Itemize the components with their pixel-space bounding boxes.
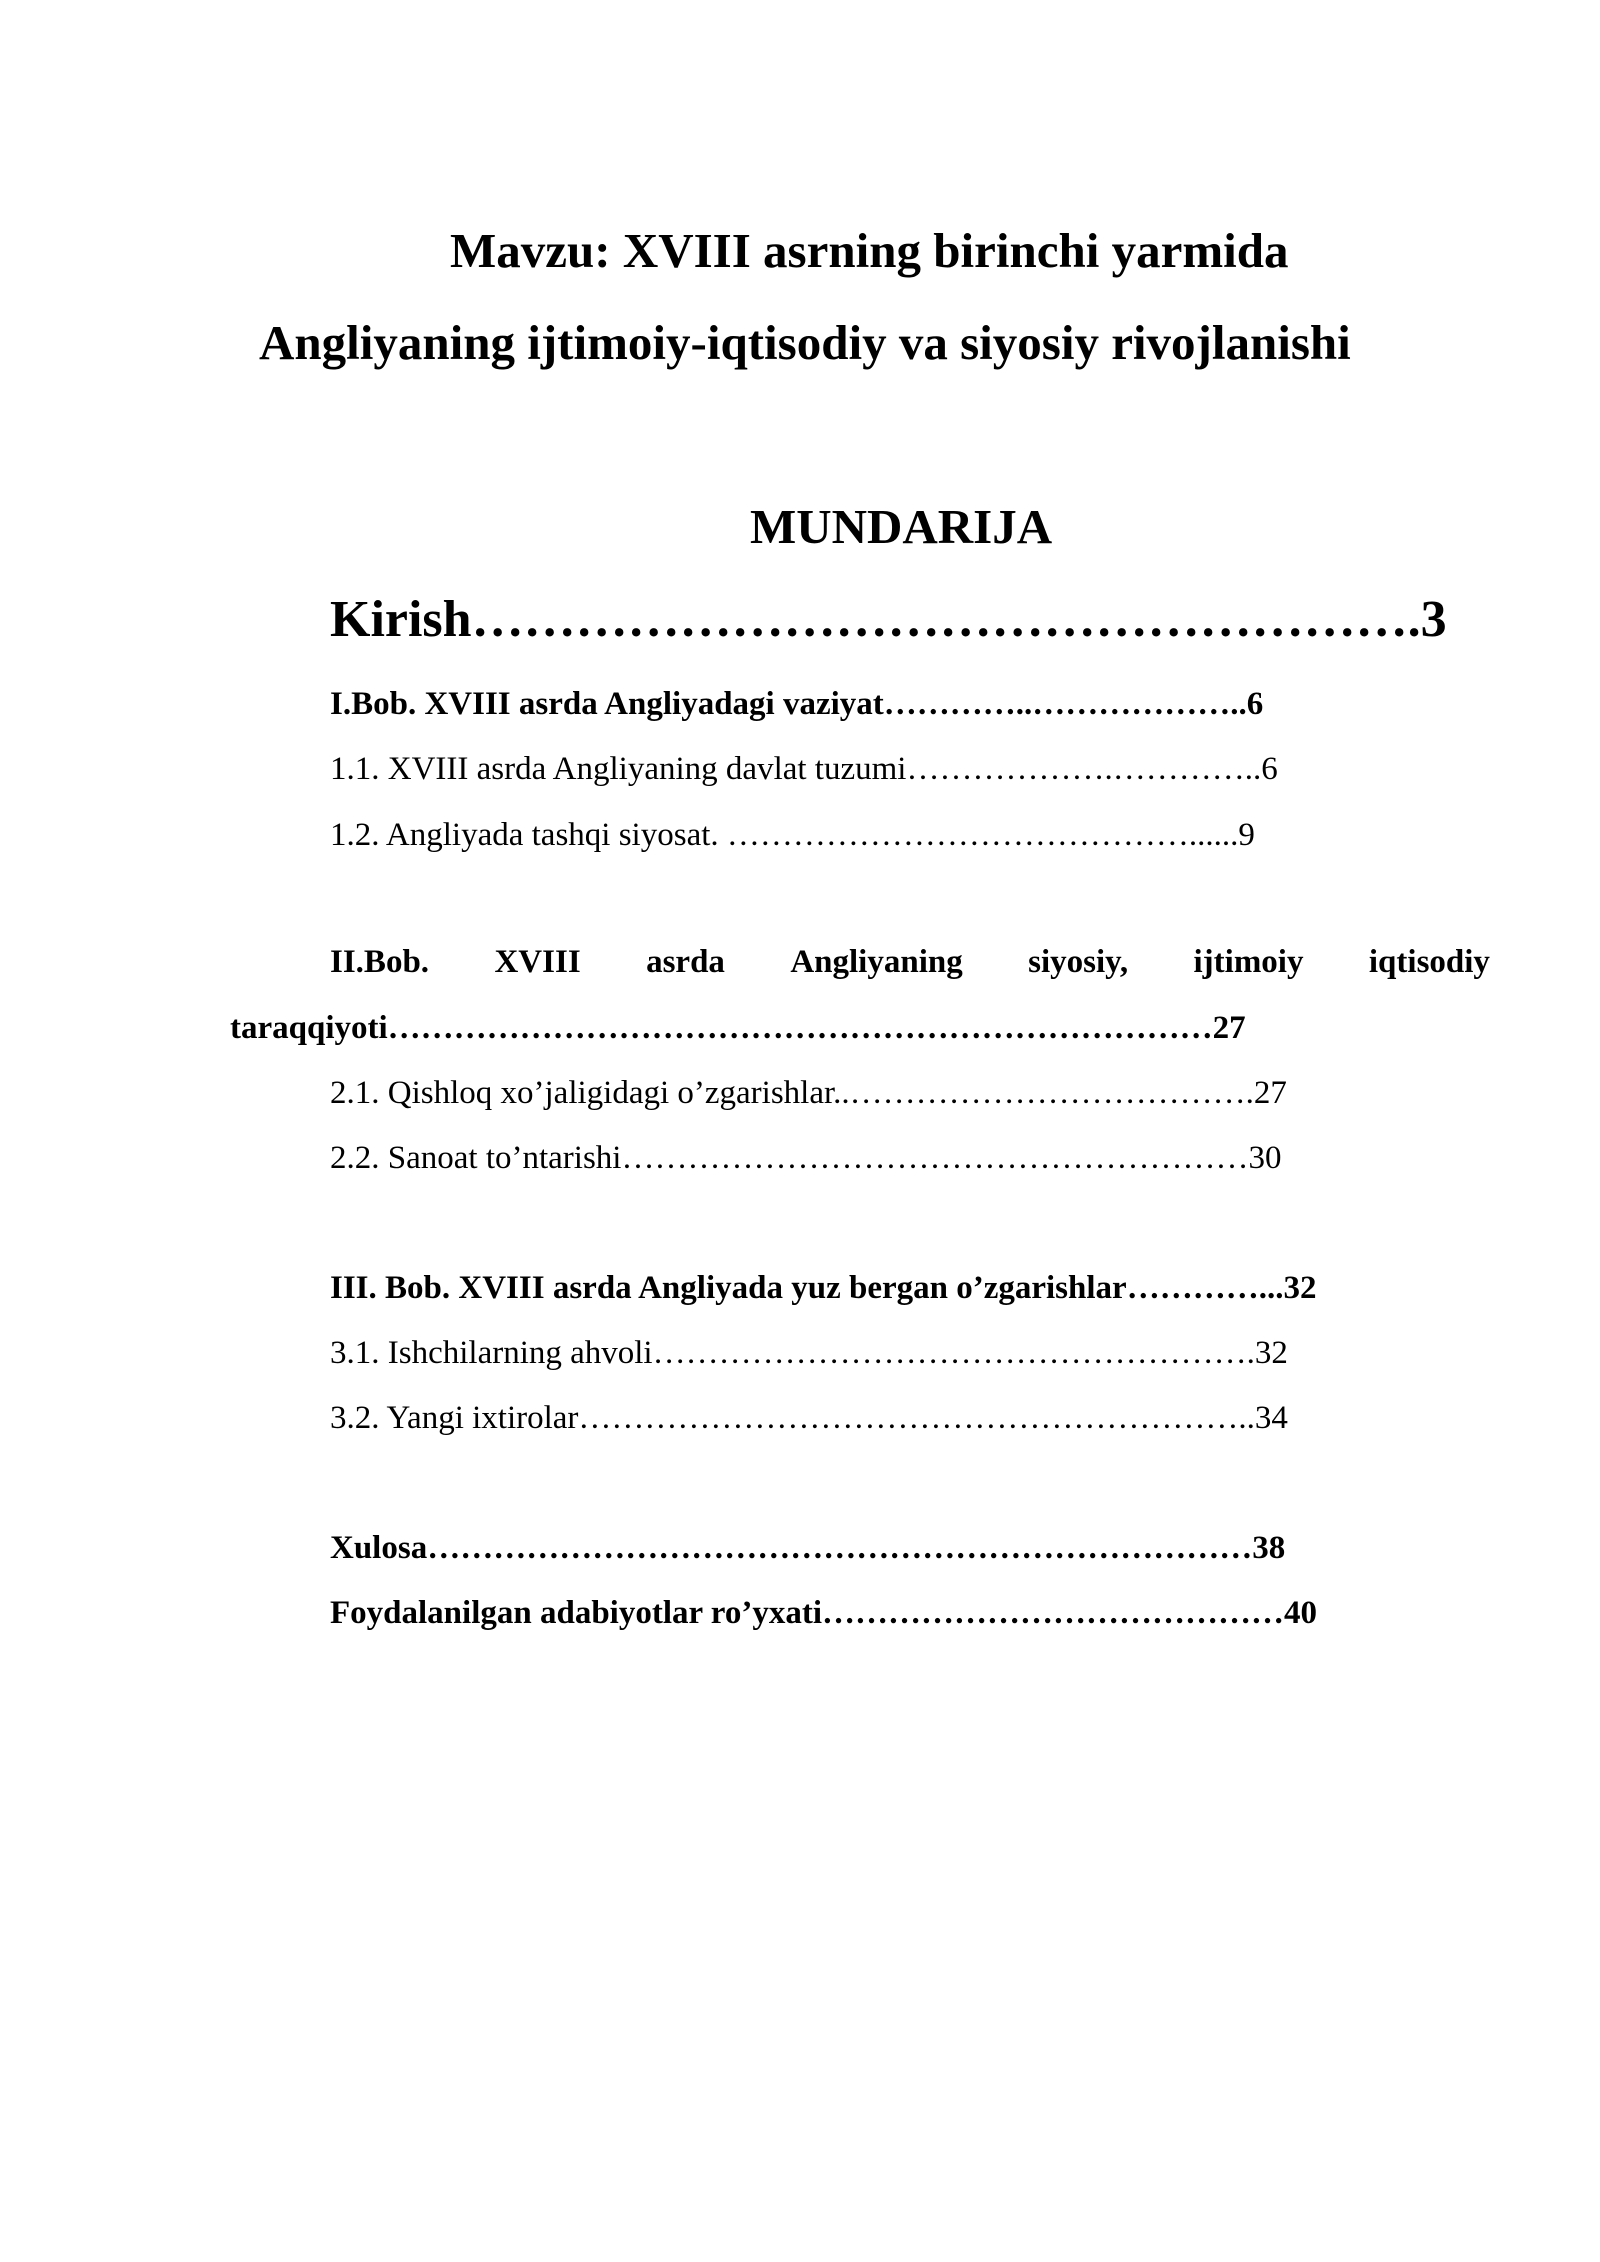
toc-word: iqtisodiy [1368,944,1490,980]
toc-entry-section-2-2: 2.2. Sanoat to’ntarishi…………………………………………………30 [330,1140,1282,1176]
toc-entry-references: Foydalanilgan adabiyotlar ro’yxati……………………………………40 [330,1595,1318,1631]
toc-word: siyosiy, [1028,944,1129,980]
toc-entry-chapter-1: I.Bob. XVIII asrda Angliyadagi vaziyat…………..………………..6 [330,686,1264,722]
toc-entry-xulosa: Xulosa…………………………………………………………………38 [330,1530,1286,1566]
toc-word: XVIII [494,944,581,980]
toc-entry-chapter-2-line-2: taraqqiyoti…………………………………………………………………27 [230,1010,1246,1046]
toc-entry-section-3-1: 3.1. Ishchilarning ahvoli……………………………………………….32 [330,1335,1288,1371]
toc-entry-kirish: Kirish……………………………………………….3 [330,591,1447,648]
toc-entry-section-1-2: 1.2. Angliyada tashqi siyosat. ……………………………………......9 [330,817,1255,853]
toc-entry-chapter-3: III. Bob. XVIII asrda Angliyada yuz bergan o’zgarishlar…………...32 [330,1270,1317,1306]
toc-word: II.Bob. [330,944,430,980]
toc-word: asrda [646,944,725,980]
toc-entry-section-3-2: 3.2. Yangi ixtirolar……………………………………………………..34 [330,1400,1288,1436]
toc-entry-chapter-2-line-1 [330,944,1490,981]
title-line-1: Mavzu: XVIII asrning birinchi yarmida [450,223,1289,278]
toc-entry-section-1-1: 1.1. XVIII asrda Angliyaning davlat tuzumi……………….…………..6 [330,751,1278,787]
toc-heading: MUNDARIJA [750,499,1053,554]
toc-word: ijtimoiy [1193,944,1304,980]
title-line-2: Angliyaning ijtimoiy-iqtisodiy va siyosiy rivojlanishi [259,315,1351,370]
toc-entry-section-2-1: 2.1. Qishloq xo’jaligidagi o’zgarishlar..……………………………….27 [330,1075,1287,1111]
toc-word: Angliyaning [790,944,963,980]
